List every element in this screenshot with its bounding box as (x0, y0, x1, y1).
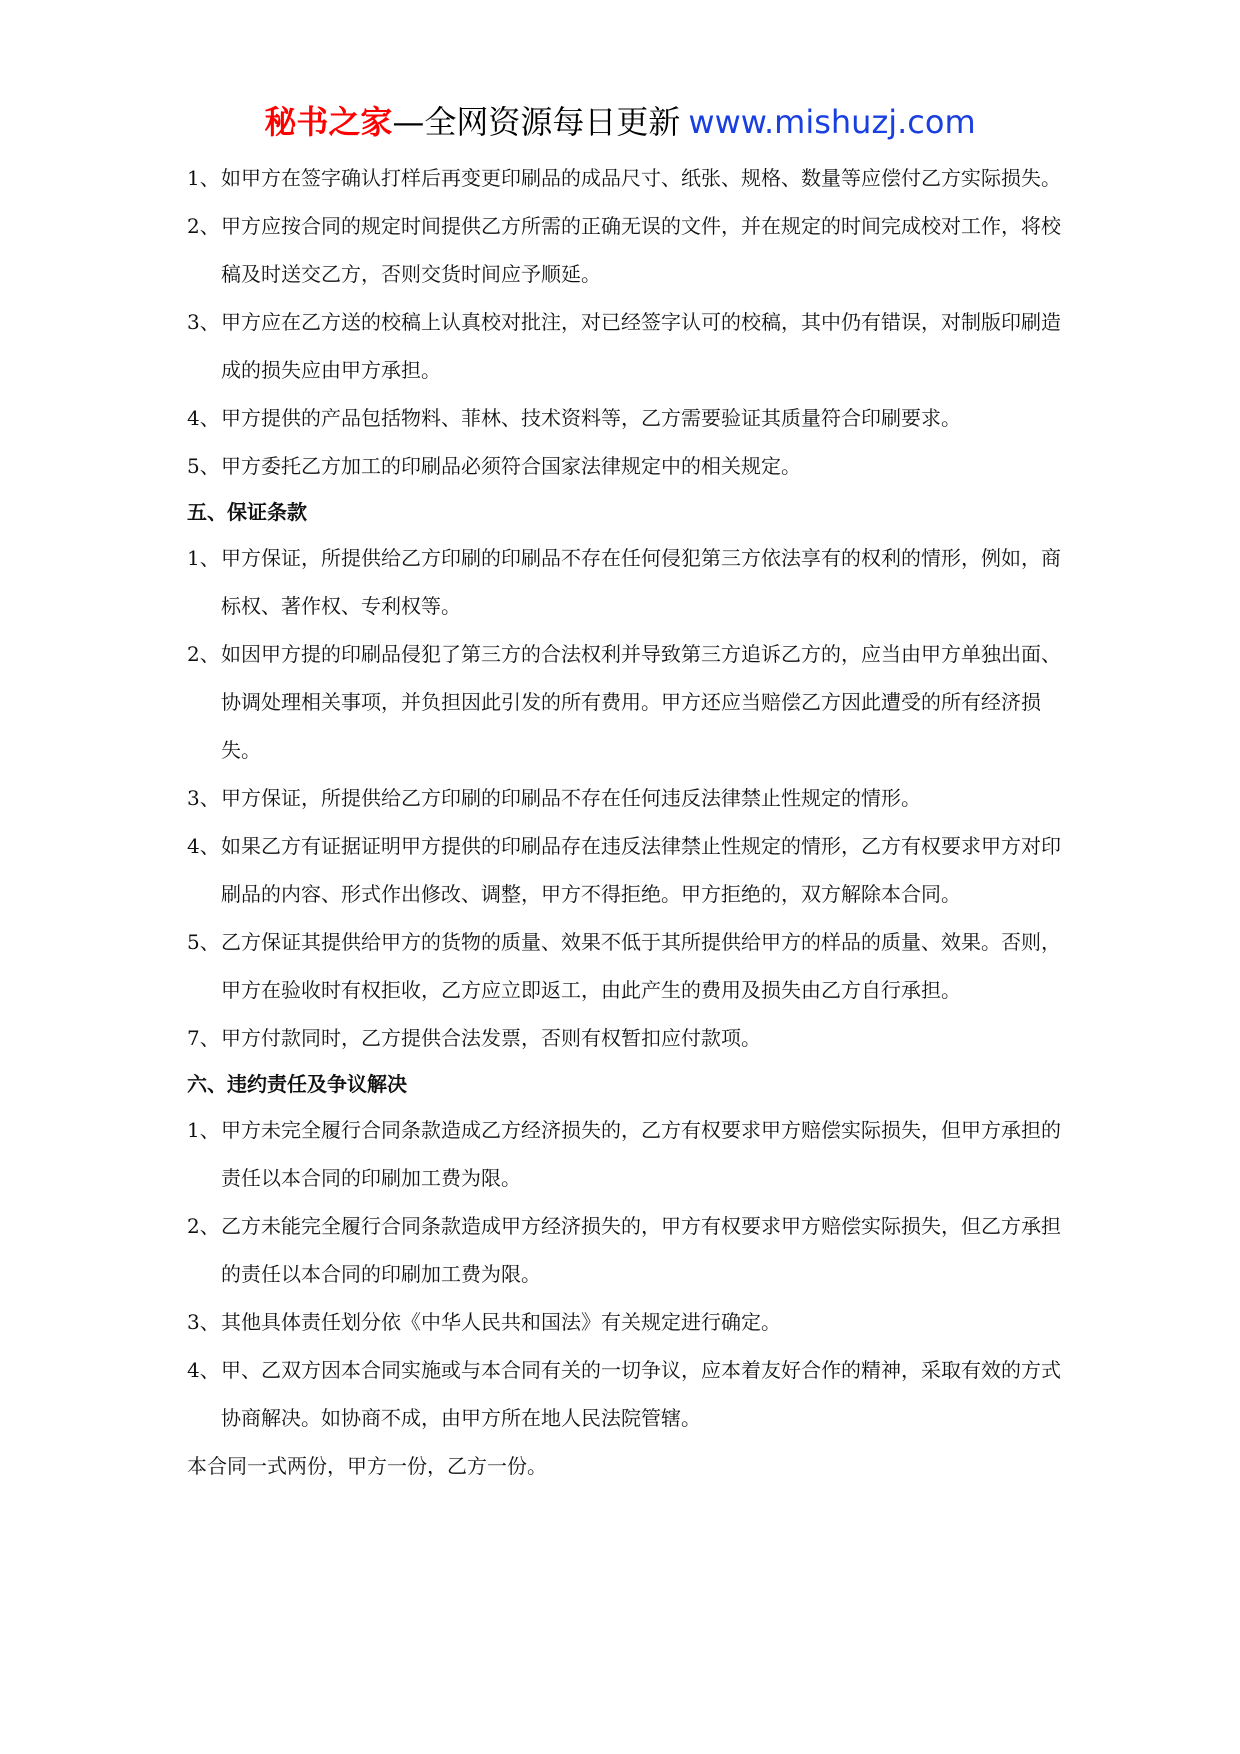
clause-item (187, 1346, 1067, 1442)
clause-number: 3、 (187, 786, 220, 810)
clause-text: 甲方保证，所提供给乙方印刷的印刷品不存在任何侵犯第三方依法享有的权利的情形，例如，商标权、著作权、专利权等。 (221, 546, 1061, 618)
clause-text: 甲方未完全履行合同条款造成乙方经济损失的，乙方有权要求甲方赔偿实际损失，但甲方承担的责任以本合同的印刷加工费为限。 (221, 1118, 1061, 1190)
clause-text: 如因甲方提的印刷品侵犯了第三方的合法权利并导致第三方追诉乙方的，应当由甲方单独出面、协调处理相关事项，并负担因此引发的所有费用。甲方还应当赔偿乙方因此遭受的所有经济损失。 (221, 642, 1061, 762)
clause-text: 甲方保证，所提供给乙方印刷的印刷品不存在任何违反法律禁止性规定的情形。 (221, 786, 921, 810)
banner-url-link[interactable]: www.mishuzj.com (688, 103, 976, 141)
clause-number: 5、 (187, 930, 220, 954)
clause-number: 4、 (187, 406, 220, 430)
clause-text: 如甲方在签字确认打样后再变更印刷品的成品尺寸、纸张、规格、数量等应偿付乙方实际损失。 (221, 166, 1061, 190)
clause-number: 1、 (187, 1118, 220, 1142)
section-heading-liability: 六、违约责任及争议解决 (187, 1072, 407, 1096)
banner-slogan: 全网资源每日更新 (424, 103, 681, 141)
clause-number: 4、 (187, 1358, 220, 1382)
clause-text: 甲方应按合同的规定时间提供乙方所需的正确无误的文件，并在规定的时间完成校对工作，将校稿及时送交乙方，否则交货时间应予顺延。 (221, 214, 1061, 286)
clause-text: 甲方应在乙方送的校稿上认真校对批注，对已经签字认可的校稿，其中仍有错误，对制版印刷造成的损失应由甲方承担。 (221, 310, 1061, 382)
banner-dash: — (392, 103, 425, 141)
clause-number: 7、 (187, 1026, 220, 1050)
site-banner (0, 100, 1240, 144)
clause-number: 4、 (187, 834, 220, 858)
clause-number: 2、 (187, 1214, 220, 1238)
clause-text: 乙方保证其提供给甲方的货物的质量、效果不低于其所提供给甲方的样品的质量、效果。否则，甲方在验收时有权拒收，乙方应立即返工，由此产生的费用及损失由乙方自行承担。 (221, 930, 1061, 1002)
clause-text: 乙方未能完全履行合同条款造成甲方经济损失的，甲方有权要求甲方赔偿实际损失，但乙方承担的责任以本合同的印刷加工费为限。 (221, 1214, 1061, 1286)
clause-text: 甲方提供的产品包括物料、菲林、技术资料等，乙方需要验证其质量符合印刷要求。 (221, 406, 961, 430)
clause-number: 2、 (187, 214, 220, 238)
contract-body (187, 154, 1067, 1490)
clause-item (187, 1106, 1067, 1202)
clause-number: 2、 (187, 642, 220, 666)
clause-text: 甲方委托乙方加工的印刷品必须符合国家法律规定中的相关规定。 (221, 454, 801, 478)
clause-item (187, 822, 1067, 918)
clause-number: 1、 (187, 546, 220, 570)
clause-item (187, 298, 1067, 394)
clause-text: 甲、乙双方因本合同实施或与本合同有关的一切争议，应本着友好合作的精神，采取有效的方式协商解决。如协商不成，由甲方所在地人民法院管辖。 (221, 1358, 1061, 1430)
clause-number: 3、 (187, 310, 220, 334)
clause-item (187, 394, 1067, 442)
clause-item (187, 534, 1067, 630)
clause-text: 如果乙方有证据证明甲方提供的印刷品存在违反法律禁止性规定的情形，乙方有权要求甲方对印刷品的内容、形式作出修改、调整，甲方不得拒绝。甲方拒绝的，双方解除本合同。 (221, 834, 1061, 906)
clause-number: 5、 (187, 454, 220, 478)
closing-statement: 本合同一式两份，甲方一份，乙方一份。 (187, 1454, 547, 1478)
clause-item (187, 154, 1067, 202)
clause-text: 其他具体责任划分依《中华人民共和国法》有关规定进行确定。 (221, 1310, 781, 1334)
clause-item (187, 442, 1067, 490)
clause-item (187, 630, 1067, 774)
clause-number: 1、 (187, 166, 220, 190)
section-heading-warranty: 五、保证条款 (187, 500, 307, 524)
banner-brand: 秘书之家 (264, 103, 393, 141)
clause-item (187, 1014, 1067, 1062)
clause-item (187, 202, 1067, 298)
clause-number: 3、 (187, 1310, 220, 1334)
clause-item (187, 1202, 1067, 1298)
clause-item (187, 1298, 1067, 1346)
clause-item (187, 774, 1067, 822)
clause-item (187, 918, 1067, 1014)
clause-text: 甲方付款同时，乙方提供合法发票，否则有权暂扣应付款项。 (221, 1026, 761, 1050)
